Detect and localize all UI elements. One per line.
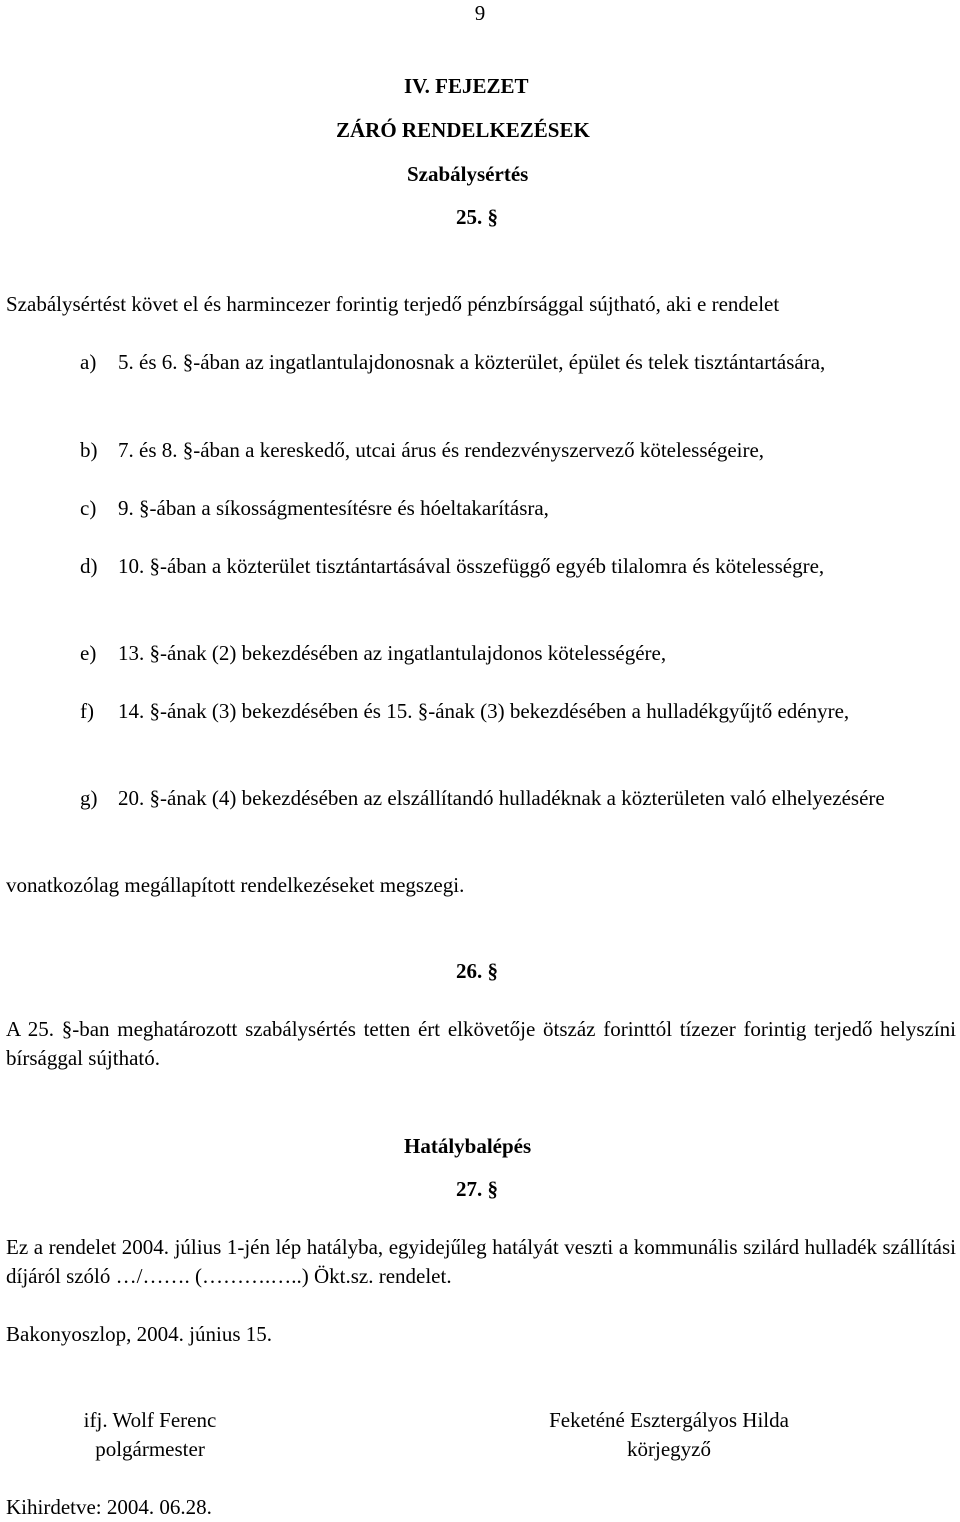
list-item-text: 14. §-ának (3) bekezdésében és 15. §-ának (3) bekezdésében a hulladékgyűjtő edényre, (118, 699, 850, 723)
list-item-label: f) (80, 699, 94, 723)
signatory-title: körjegyző (627, 1437, 711, 1461)
list-item-label: a) (80, 350, 97, 374)
list-item-text: 13. §-ának (2) bekezdésében az ingatlantulajdonos kötelességére, (118, 641, 667, 665)
paragraph-26-text: A 25. §-ban meghatározott szabálysértés tetten ért elkövetője ötszáz forinttól tízezer forintig terjedő helyszíni bírsággal sújtható. (6, 1017, 956, 1070)
list-item-text: 20. §-ának (4) bekezdésében az elszállítandó hulladéknak a közterületen való elhelyezésére (118, 786, 885, 810)
paragraph-number-27: 27. § (456, 1177, 498, 1201)
chapter-title: ZÁRÓ RENDELKEZÉSEK (336, 118, 590, 142)
list-item-label: c) (80, 496, 97, 520)
section-heading-hatalybalepes: Hatálybalépés (404, 1134, 532, 1158)
paragraph-25-intro: Szabálysértést követ el és harmincezer forintig terjedő pénzbírsággal sújtható, aki e rendelet (6, 292, 780, 316)
signatory-name: ifj. Wolf Ferenc (83, 1408, 217, 1432)
signatory-name: Feketéné Esztergályos Hilda (549, 1408, 789, 1432)
list-item-text: 5. és 6. §-ában az ingatlantulajdonosnak a közterület, épület és telek tisztántartására, (118, 350, 826, 374)
publication-date: Kihirdetve: 2004. 06.28. (6, 1495, 212, 1519)
list-item-text: 7. és 8. §-ában a kereskedő, utcai árus és rendezvényszervező kötelességeire, (118, 438, 765, 462)
section-heading-szabalysertes: Szabálysértés (407, 162, 529, 186)
list-item-label: d) (80, 554, 98, 578)
list-item-label: e) (80, 641, 97, 665)
page-number: 9 (474, 1, 486, 25)
list-item-label: b) (80, 438, 98, 462)
place-date: Bakonyoszlop, 2004. június 15. (6, 1322, 272, 1346)
chapter-heading: IV. FEJEZET (404, 74, 529, 98)
paragraph-number-26: 26. § (456, 959, 498, 983)
list-item-text: 9. §-ában a síkosságmentesítésre és hóeltakarításra, (118, 496, 549, 520)
paragraph-27-text: Ez a rendelet 2004. július 1-jén lép hatályba, egyidejűleg hatályát veszti a kommunális szilárd hulladék szállítási díjáról szóló …/……. (……….…..) Ökt.sz. rendelet. (6, 1235, 956, 1288)
paragraph-25-closing: vonatkozólag megállapított rendelkezéseket megszegi. (6, 873, 465, 897)
list-item-label: g) (80, 786, 98, 810)
paragraph-number-25: 25. § (456, 205, 498, 229)
signatory-title: polgármester (95, 1437, 205, 1461)
list-item-text: 10. §-ában a közterület tisztántartásával összefüggő egyéb tilalomra és kötelességre, (118, 554, 825, 578)
